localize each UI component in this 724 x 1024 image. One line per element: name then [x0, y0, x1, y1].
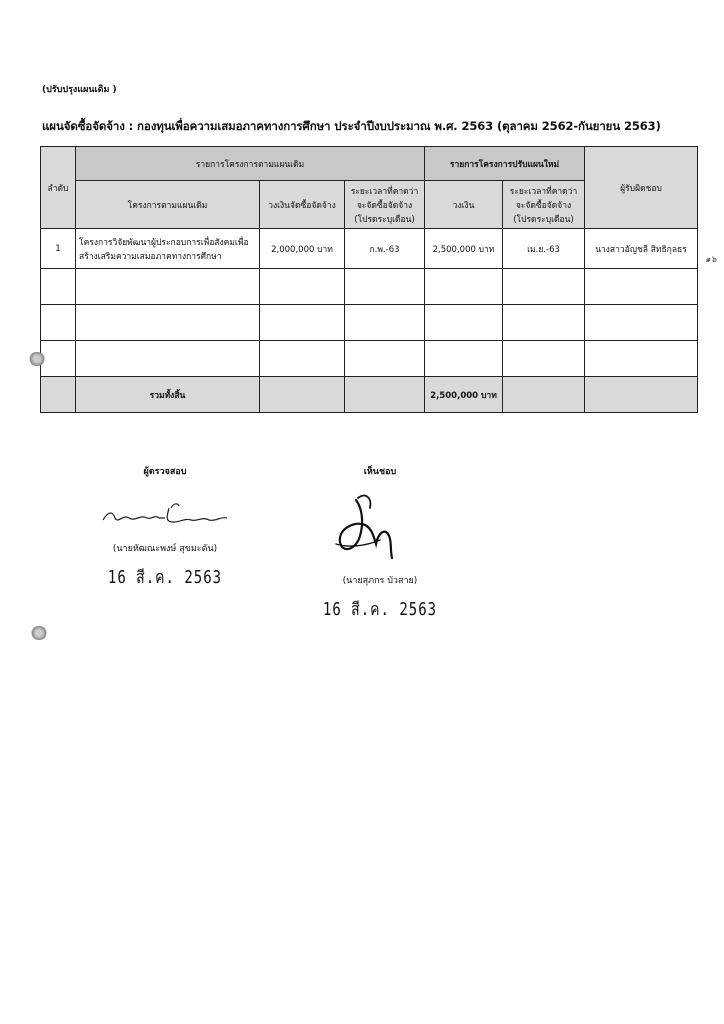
punch-hole-mark — [28, 352, 46, 366]
reviewer-signature-icon — [85, 478, 245, 538]
empty-row — [41, 341, 698, 377]
reviewer-signature-block — [85, 464, 245, 589]
approver-signature-icon — [300, 478, 460, 570]
total-row — [41, 377, 698, 413]
header-original-project: โครงการตามแผนเดิม — [76, 181, 260, 229]
margin-mark: ๑๖ — [705, 255, 717, 265]
header-original-group: รายการโครงการตามแผนเดิม — [76, 147, 425, 181]
row-new-budget: 2,500,000 บาท — [425, 229, 503, 269]
page-title: แผนจัดซื้อจัดจ้าง : กองทุนเพื่อความเสมอภาคทางการศึกษา ประจำปีงบประมาณ พ.ศ. 2563 (ตุลาคม 2562-กันยายน 2563) — [42, 119, 661, 133]
row-owner: นางสาวอัญชลี สิทธิกุลธร — [585, 229, 698, 269]
approver-name: (นายสุภกร บัวสาย) — [342, 576, 418, 586]
row-project: โครงการวิจัยพัฒนาผู้ประกอบการเพื่อสังคมเพื่อสร้างเสริมความเสมอภาคทางการศึกษา — [76, 229, 260, 269]
empty-row — [41, 305, 698, 341]
empty-row — [41, 269, 698, 305]
header-original-budget: วงเงินจัดซื้อจัดจ้าง — [260, 181, 345, 229]
approver-date: 16 สี.ค. 2563 — [322, 600, 438, 620]
total-label: รวมทั้งสิ้น — [76, 377, 260, 413]
approver-heading: เห็นชอบ — [363, 467, 397, 477]
reviewer-heading: ผู้ตรวจสอบ — [143, 467, 187, 477]
revision-note: (ปรับปรุงแผนเดิม ) — [42, 85, 117, 95]
row-no: 1 — [41, 229, 76, 269]
row-new-period: เม.ย.-63 — [503, 229, 585, 269]
header-new-period: ระยะเวลาที่คาดว่าจะจัดซื้อจัดจ้าง (โปรดระบุเดือน) — [503, 181, 585, 229]
row-original-period: ก.พ.-63 — [345, 229, 425, 269]
header-new-group: รายการโครงการปรับแผนใหม่ — [425, 147, 585, 181]
row-original-budget: 2,000,000 บาท — [260, 229, 345, 269]
header-owner: ผู้รับผิดชอบ — [585, 147, 698, 229]
reviewer-name: (นายหัฒณะพงษ์ สุขมะดัน) — [112, 544, 218, 554]
procurement-plan-table — [40, 146, 698, 413]
header-new-budget: วงเงิน — [425, 181, 503, 229]
header-original-period: ระยะเวลาที่คาดว่าจะจัดซื้อจัดจ้าง (โปรดระบุเดือน) — [345, 181, 425, 229]
reviewer-date: 16 สี.ค. 2563 — [107, 568, 223, 588]
header-no: ลำดับ — [41, 147, 76, 229]
total-value: 2,500,000 บาท — [425, 377, 503, 413]
approver-signature-block — [300, 464, 460, 621]
table-row — [41, 229, 698, 269]
punch-hole-mark — [30, 626, 48, 640]
